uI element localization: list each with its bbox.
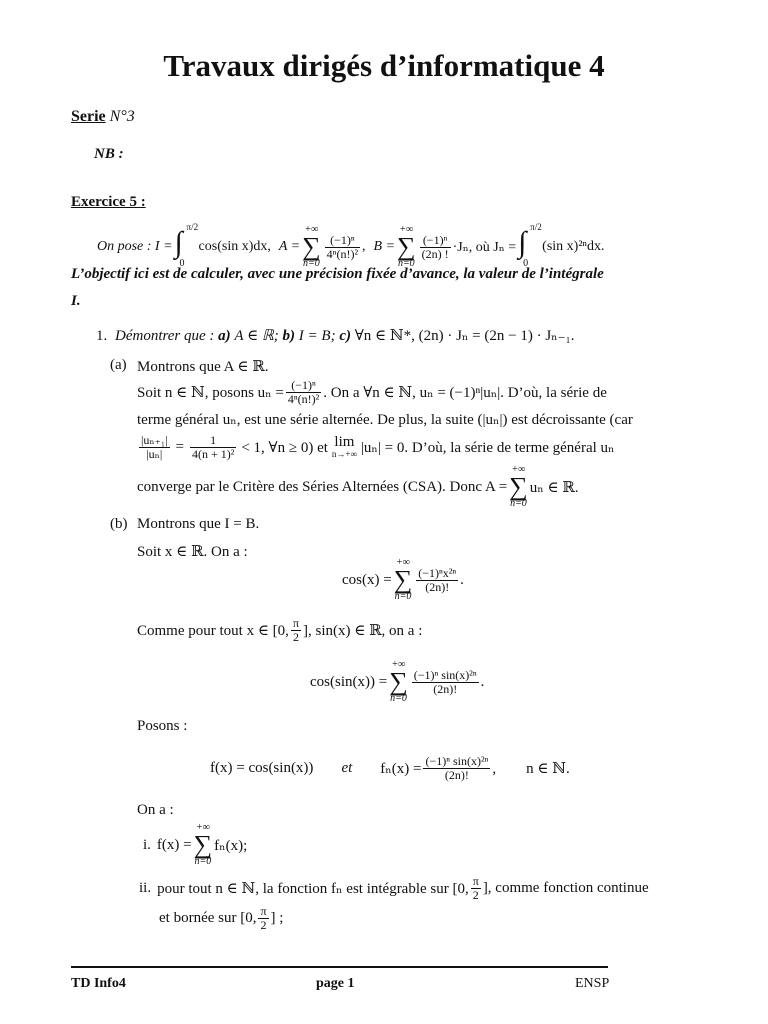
text-run: uₙ ∈ ℝ.: [529, 479, 579, 496]
part-a-line-1: [137, 372, 607, 412]
item-c-expr: ∀n ∈ ℕ*, (2n) · Jₙ = (2n − 1) · Jₙ₋₁.: [354, 328, 575, 344]
item-b-expr: I = B;: [298, 328, 336, 344]
footer-right: ENSP: [575, 976, 610, 991]
item-ii-line-2: [159, 900, 283, 936]
text-run: et bornée sur [0,: [159, 909, 257, 926]
definitions-intro: On pose : I =: [97, 239, 173, 254]
part-b-title: Montrons que I = B.: [137, 516, 260, 532]
J-integrand: (sin x)²ⁿdx.: [542, 239, 605, 254]
text-run: fₙ(x);: [214, 837, 248, 854]
part-b-comme: [137, 608, 422, 652]
f-definition: f(x) = cos(sin(x)): [210, 759, 314, 776]
text-run: ] ;: [270, 909, 284, 926]
pi-half: $\frac{\pi}{2}$: [260, 903, 267, 932]
question-text: Démontrer que :: [115, 328, 215, 344]
equation-cos-series: cos(x) = +∞ ∑ n=0 $\frac{\text{(−1)ⁿx²ⁿ}}{(2n)!}$ .: [342, 557, 464, 602]
u-fraction: $\frac{\text{(−1)ⁿ}}{\text{4ⁿ(n!)²}}$: [287, 377, 320, 406]
equation-cos-sin-series: cos(sin(x)) = +∞ ∑ n=0 $\frac{\text{(−1)ⁿ sin(x)²ⁿ}}{(2n)!}$ .: [310, 659, 485, 704]
pi-half: $\frac{\pi}{2}$: [472, 873, 479, 902]
B-fraction: $\frac{\text{(−1)ⁿ}}{(2n) !}$: [421, 232, 449, 261]
ona-label: On a :: [137, 802, 174, 818]
sum-sign: +∞ ∑ n=0: [397, 224, 416, 269]
pi-half: $\frac{\pi}{2}$: [292, 615, 299, 644]
posons-label: Posons :: [137, 718, 188, 734]
cos-sin-fraction: $\frac{\text{(−1)ⁿ sin(x)²ⁿ}}{(2n)!}$: [413, 667, 477, 696]
integral-sign: ∫ π/2 0: [518, 222, 542, 269]
equation-f-definitions: [210, 746, 570, 790]
serie-number: N°3: [109, 108, 135, 125]
integral-sign: ∫ π/2 0: [174, 222, 199, 269]
text-run: ], comme fonction continue: [482, 879, 649, 896]
text-run: converge par le Critère des Séries Alternées (CSA). Donc A =: [137, 478, 508, 495]
text-run: Soit n ∈ ℕ, posons uₙ =: [137, 384, 284, 401]
question-1: [96, 326, 575, 345]
text-run: f(x) =: [156, 836, 192, 853]
part-a-line-4: [137, 464, 579, 510]
A-fraction: $\frac{\text{(−1)ⁿ}}{\text{4ⁿ(n!)²}}$: [326, 232, 359, 261]
I-integrand: cos(sin x)dx,: [198, 239, 271, 254]
footer-page-number: page 1: [316, 976, 355, 991]
definitions-line: On pose : I = ∫ π/2 0 cos(sin x)dx, A = +∞ ∑ n=0 $\frac{\text{(−1)ⁿ}}{\text{4ⁿ(n!)²}}$ , B = +∞ ∑ n=0 $\frac{\text{(−1)ⁿ}}{(2n) !}$ ·Jₙ, où Jₙ = ∫ π/2 0 (sin x)²ⁿdx.: [97, 222, 605, 269]
sum-sign: +∞ ∑ n=0: [193, 822, 213, 867]
part-b-label: (b): [110, 516, 128, 532]
serie-label: Serie: [71, 108, 106, 125]
text-run: ], sin(x) ∈ ℝ, on a :: [303, 622, 423, 639]
nb-label: NB :: [94, 146, 124, 162]
item-b-label: b): [282, 328, 296, 344]
limit-operator: lim n→+∞: [331, 434, 357, 459]
ratio-fraction: $\frac{\text{|uₙ₊₁|}}{\text{|uₙ|}}$: [141, 432, 168, 461]
part-b-line-1: Soit x ∈ ℝ. On a :: [137, 544, 248, 560]
A-lhs: A =: [278, 239, 301, 254]
part-a-line-2: terme général uₙ, est une série alternée. De plus, la suite (|uₙ|) est décroissante (car: [137, 412, 633, 428]
objective-line-2: I.: [71, 293, 81, 309]
item-i-label: i.: [143, 836, 151, 853]
et-word: et: [341, 759, 353, 776]
item-c-label: c): [339, 328, 351, 344]
sum-sign: +∞ ∑ n=0: [509, 464, 528, 509]
item-a-expr: A ∈ ℝ;: [234, 328, 279, 344]
fn-lhs: fₙ(x) =: [380, 760, 422, 777]
footer-left: TD Info4: [71, 976, 126, 991]
footer-rule: [71, 966, 608, 968]
cos-fraction: $\frac{\text{(−1)ⁿx²ⁿ}}{(2n)!}$: [418, 565, 457, 594]
exercise-heading: Exercice 5 :: [71, 194, 146, 210]
part-a-line-3: $\frac{\text{|uₙ₊₁|}}{\text{|uₙ|}}$ = $\frac{1}{\text{4(n + 1)²}}$ < 1, ∀n ≥ 0) et lim n→+∞ |uₙ| = 0. D’où, la série de terme général uₙ: [141, 432, 615, 461]
item-a-label: a): [218, 328, 231, 344]
B-tail: ·Jₙ, où Jₙ =: [452, 239, 517, 255]
sum-sign: +∞ ∑ n=0: [302, 224, 321, 269]
serie-heading: [71, 108, 135, 126]
text-run: Comme pour tout x ∈ [0,: [137, 622, 289, 639]
text-run: < 1, ∀n ≥ 0) et: [241, 439, 328, 456]
item-i: [143, 820, 247, 870]
B-lhs: B =: [373, 239, 396, 254]
question-number: 1.: [96, 328, 108, 344]
fn-post: , n ∈ ℕ.: [492, 760, 570, 777]
sum-sign: +∞ ∑ n=0: [393, 557, 413, 602]
document-title: Travaux dirigés d’informatique 4: [163, 48, 605, 83]
fn-fraction: $\frac{\text{(−1)ⁿ sin(x)²ⁿ}}{(2n)!}$: [425, 753, 489, 782]
part-a-label: (a): [110, 357, 127, 373]
objective-line-1: L’objectif ici est de calculer, avec une précision fixée d’avance, la valeur de l’intégrale: [71, 266, 604, 282]
item-ii-label: ii.: [139, 879, 152, 896]
text-run: . On a ∀n ∈ ℕ, uₙ = (−1)ⁿ|uₙ|. D’où, la série de: [323, 384, 607, 401]
text-run: pour tout n ∈ ℕ, la fonction fₙ est intégrable sur [0,: [157, 880, 469, 897]
sum-sign: +∞ ∑ n=0: [389, 659, 408, 704]
text-run: |uₙ| = 0. D’où, la série de terme général uₙ: [360, 439, 615, 456]
part-a-title: Montrons que A ∈ ℝ.: [137, 359, 269, 375]
bound-fraction: $\frac{1}{\text{4(n + 1)²}}$: [191, 432, 235, 461]
